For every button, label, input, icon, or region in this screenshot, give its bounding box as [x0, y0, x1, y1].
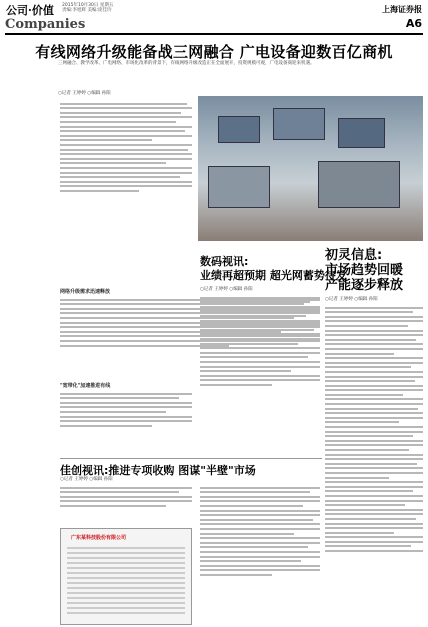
section2-title-line2: 业绩再超预期 超光网蓄势待发 [200, 269, 347, 282]
section2-byline: ○记者 王婷婷 ○编辑 孙阳 [200, 287, 253, 292]
feature-title [325, 248, 403, 293]
section3-body-col-2 [200, 484, 320, 622]
main-body-col-1 [60, 100, 192, 290]
section-name: 公司·价值 [6, 4, 54, 17]
exhibition-photo [198, 96, 423, 241]
section2-title-line1: 数码视讯: [200, 255, 249, 268]
section3-title: 佳创视讯:推进专项收购 图谋"半壁"市场 [60, 464, 256, 477]
paper-name: 上海证券报 [382, 4, 422, 14]
feature-body [325, 304, 423, 622]
section3-rule [60, 458, 322, 459]
advertisement-box [60, 528, 192, 625]
masthead-rule [5, 33, 423, 35]
editor-line: 责编:李旭辉 美编:庞佳玲 [62, 8, 112, 13]
feature-title-line1: 初灵信息: [325, 248, 383, 263]
date-line [62, 3, 113, 13]
companies-label: Companies [5, 17, 86, 32]
subhead-broadband: "宽带化"加速推进有线 [60, 383, 111, 389]
subhead-network-upgrade: 网络升级需求迅速释放 [60, 289, 111, 295]
issue-date: 2015年10月30日 星期五 [62, 3, 114, 8]
main-body-col-3 [60, 390, 192, 452]
ad-title: 广东某科技股份有限公司 [71, 535, 127, 541]
section3-byline: ○记者 王婷婷 ○编辑 孙阳 [60, 477, 113, 482]
feature-title-line2: 市场趋势回暖 [325, 263, 404, 278]
feature-byline: ○记者 王婷婷 ○编辑 孙阳 [325, 297, 378, 302]
page-number: A6 [405, 17, 422, 30]
lead-paragraph: 三网融合、教学改革、广电网络、市场化改革的背景下，有线网络升级改造正在全面展开，投资规模可观，广电设备商迎来机遇。 [58, 61, 315, 66]
ad-body [67, 547, 185, 617]
section2-body [200, 294, 320, 454]
main-headline: 有线网络升级能备战三网融合 广电设备迎数百亿商机 [35, 43, 393, 61]
feature-title-line3: 产能逐步释放 [325, 278, 404, 293]
main-byline: ○记者 王婷婷 ○编辑 孙阳 [58, 91, 111, 96]
section3-body-col-1 [60, 484, 192, 524]
